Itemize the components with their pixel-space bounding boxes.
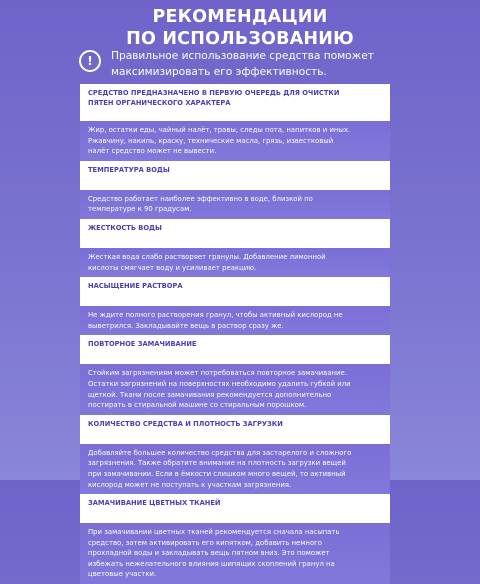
section-body-line: Не ждите полного растворения гранул, чтобы активный кислород не (88, 311, 343, 320)
section-heading-line: ЖЕСТКОСТЬ ВОДЫ (88, 223, 162, 232)
section-heading (80, 219, 390, 248)
section-body-line: Остатки загрязнений на поверхностях необходимо удалить губкой или (88, 379, 351, 388)
section-heading (80, 494, 390, 523)
section-body (80, 306, 390, 335)
section-body-line: Средство работает наиболее эффективно в воде, близкой по (88, 194, 313, 203)
section-body (80, 444, 390, 494)
section-body-line: Жир, остатки еды, чайный налёт, травы, следы пота, напитков и иных. (88, 126, 351, 134)
section-body-line: Жесткая вода слабо растворяет гранулы. Добавление лимонной (88, 252, 326, 261)
section-body-line: кислород может не поступать к участкам загрязнения. (88, 480, 292, 489)
recommendation-sections (80, 84, 390, 584)
section-body (80, 121, 390, 161)
section-heading-line: ПЯТЕН ОРГАНИЧЕСКОГО ХАРАКТЕРА (88, 98, 231, 107)
section-heading (80, 277, 390, 306)
section-heading (80, 84, 390, 121)
page-title (0, 6, 480, 50)
section-body-line: избежать нежелательного влияния шипящих скоплений гранул на (88, 559, 335, 568)
intro-line: Правильное использование средства поможет (111, 50, 374, 62)
section-heading-line: СРЕДСТВО ПРЕДНАЗНАЧЕНО В ПЕРВУЮ ОЧЕРЕДЬ ДЛЯ ОЧИСТКИ (88, 89, 340, 97)
section-heading (80, 335, 390, 364)
section-body-line: При замачивании цветных тканей рекомендуется сначала насыпать (88, 528, 340, 537)
section-heading-line: ТЕМПЕРАТУРА ВОДЫ (88, 165, 170, 174)
intro-line: максимизировать его эффективность. (111, 66, 327, 78)
section-heading-line: НАСЫЩЕНИЕ РАСТВОРА (88, 282, 183, 291)
section-body-line: Добавляйте большее количество средства для застарелого и сложного (88, 448, 352, 457)
section-body-line: Стойким загрязнениям может потребоваться повторное замачивание. (88, 369, 347, 378)
section-body-line: прохладной воды и закладывать вещь пятном вниз. Это поможет (88, 549, 330, 558)
section-body (80, 364, 390, 414)
section-heading-line: ЗАМАЧИВАНИЕ ЦВЕТНЫХ ТКАНЕЙ (88, 499, 221, 508)
section-heading (80, 415, 390, 444)
section-body-line: цветовые участки. (88, 570, 157, 579)
section-heading-line: ПОВТОРНОЕ ЗАМАЧИВАНИЕ (88, 340, 197, 349)
intro-text (111, 48, 471, 80)
section-heading-line: КОЛИЧЕСТВО СРЕДСТВА И ПЛОТНОСТЬ ЗАГРУЗКИ (88, 419, 283, 428)
section-body (80, 523, 390, 584)
section-body-line: температуре к 90 градусам. (88, 205, 192, 214)
section-body-line: Ржавчину, накипь, краску, технические масла, грязь, известковый (88, 136, 334, 145)
section-body (80, 248, 390, 277)
page-title-line: ПО ИСПОЛЬЗОВАНИЮ (126, 29, 354, 49)
section-body-line: средство, затем активировать его кипятком, добавить немного (88, 538, 322, 547)
section-body-line: налёт средство может не вывести. (88, 147, 217, 156)
page-title-line: РЕКОМЕНДАЦИИ (152, 7, 328, 27)
section-body-line: загрязнения. Также обратите внимание на плотность загрузки вещей (88, 459, 346, 468)
section-body-line: кислоты смягчает воду и усиливает реакцию. (88, 263, 257, 272)
section-body-line: щеткой. Ткани после замачивания рекомендуется дополнительно (88, 390, 332, 399)
section-body-line: при замачивании. Если в ёмкости слишком много вещей, то активный (88, 469, 346, 478)
section-body (80, 190, 390, 219)
section-heading (80, 161, 390, 190)
exclamation-circle-icon: ! (79, 50, 101, 72)
section-body-line: постирать в стиральной машине со стиральным порошком. (88, 401, 307, 410)
section-body-line: выветрился. Закладывайте вещь в раствор сразу же. (88, 321, 284, 330)
